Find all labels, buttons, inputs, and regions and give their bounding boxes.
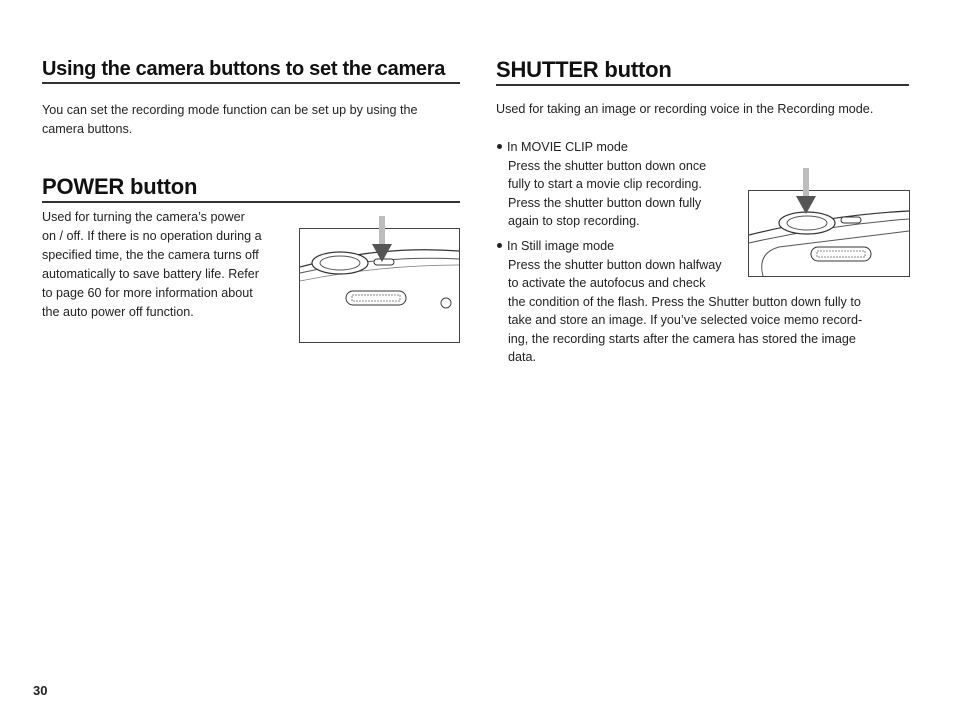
movie-line: fully to start a movie clip recording.: [508, 177, 702, 191]
intro-paragraph: You can set the recording mode function can be set up by using the camera buttons.: [42, 103, 418, 136]
power-line: Used for turning the camera’s power: [42, 210, 245, 224]
still-line: the condition of the flash. Press the Shutter button down fully to: [508, 294, 861, 309]
movie-mode-label: In MOVIE CLIP mode: [507, 140, 628, 154]
power-description: [42, 208, 292, 322]
movie-mode-block: [497, 138, 737, 231]
still-line: ing, the recording starts after the camera has stored the image: [508, 331, 856, 346]
list-item: [497, 138, 737, 157]
shutter-button-illustration: [748, 190, 910, 277]
movie-line: again to stop recording.: [508, 214, 640, 228]
movie-line: Press the shutter button down once: [508, 158, 707, 173]
still-line: to activate the autofocus and check: [508, 276, 706, 290]
bullet-icon: [497, 144, 502, 149]
bullet-icon: [497, 243, 502, 248]
power-line: to page 60 for more information about: [42, 286, 253, 300]
still-line: data.: [508, 350, 537, 364]
section-title-shutter: SHUTTER button: [496, 57, 909, 86]
page-number: 30: [33, 683, 48, 698]
power-line: specified time, the the camera turns off: [42, 248, 259, 262]
still-line: Press the shutter button down halfway: [508, 257, 722, 272]
arrow-down-icon: [794, 168, 818, 223]
movie-line: Press the shutter button down fully: [508, 195, 702, 210]
section-title-power: POWER button: [42, 174, 460, 203]
section-title-using-buttons: Using the camera buttons to set the camera: [42, 58, 460, 84]
power-line: on / off. If there is no operation during a: [42, 229, 262, 243]
still-line: take and store an image. If you’ve selected voice memo record-: [508, 313, 863, 327]
shutter-intro: Used for taking an image or recording voice in the Recording mode.: [496, 102, 874, 116]
power-line: the auto power off function.: [42, 305, 194, 319]
power-line: automatically to save battery life. Refer: [42, 267, 259, 281]
arrow-down-icon: [370, 216, 394, 271]
still-mode-label: In Still image mode: [507, 239, 615, 253]
